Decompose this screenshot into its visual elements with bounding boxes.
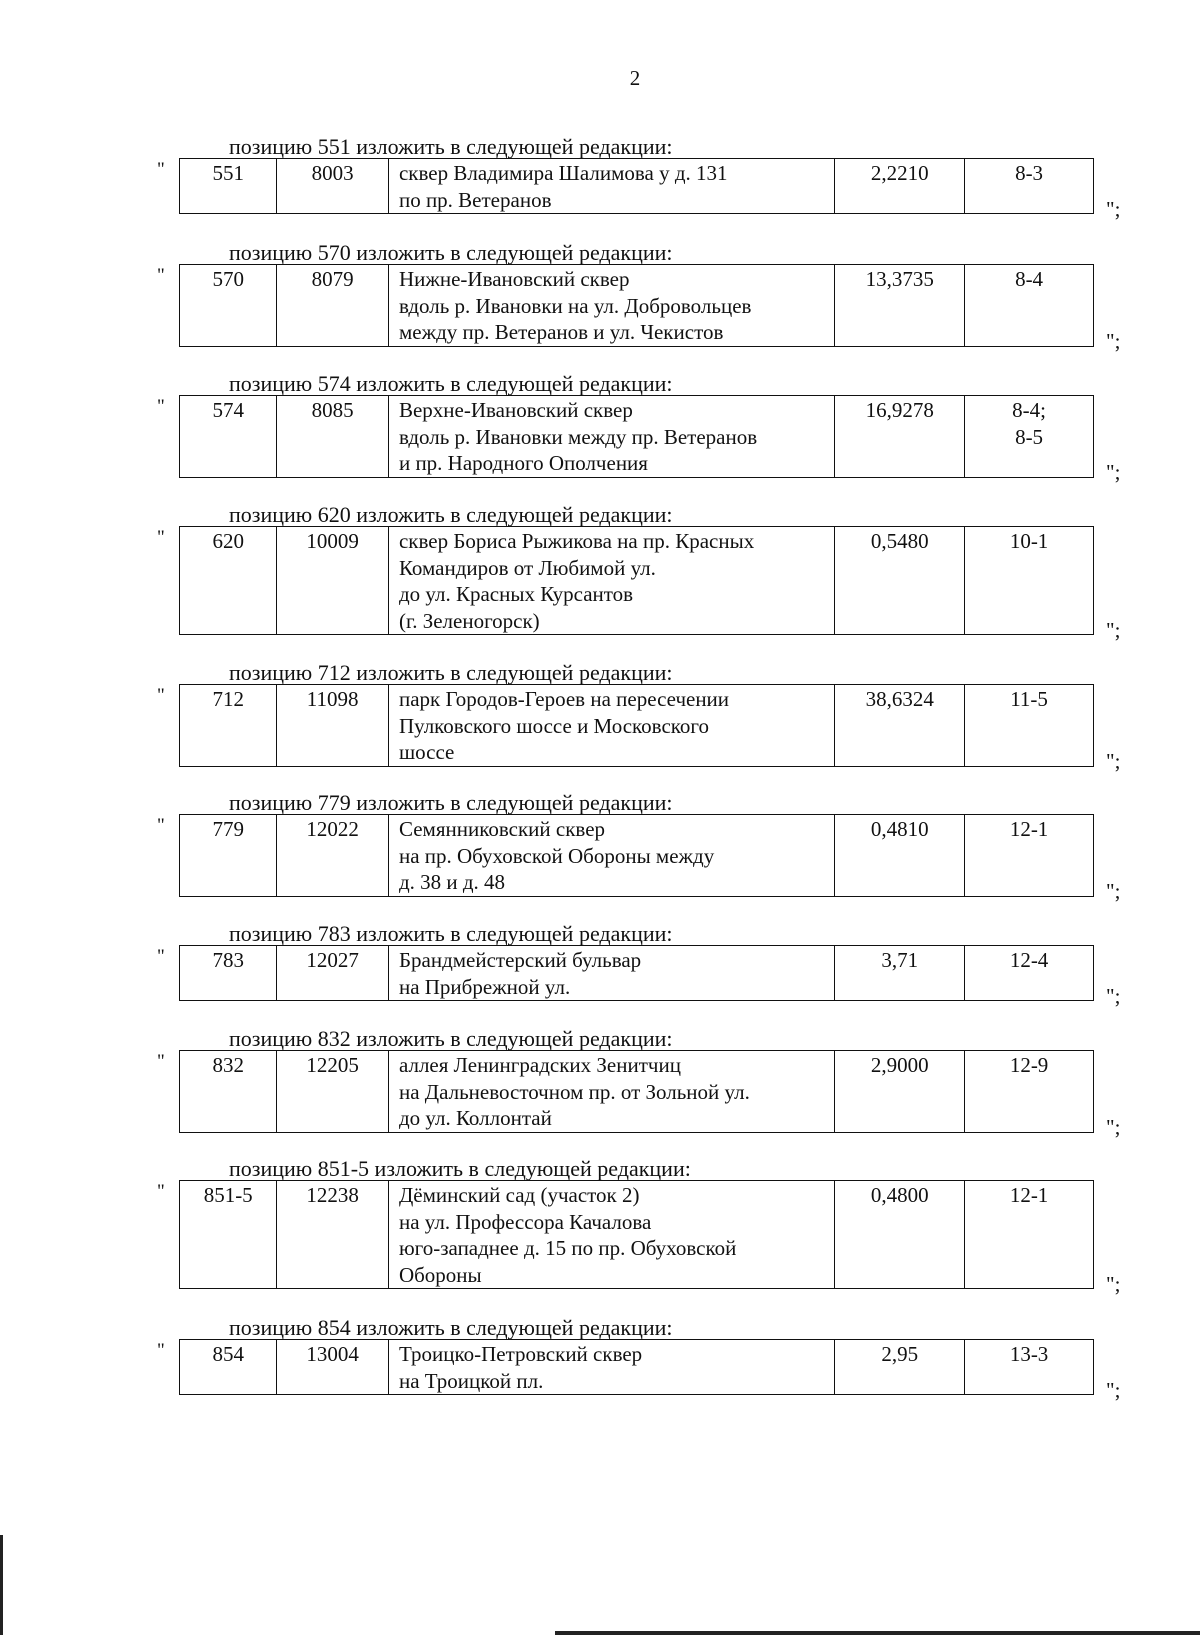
- amendment-intro: позицию 851-5 изложить в следующей редакции:: [229, 1156, 691, 1181]
- description-cell: [388, 1051, 834, 1133]
- position-number-cell: 712: [180, 685, 277, 767]
- map-sheet-value: 13-3: [1009, 1342, 1049, 1366]
- area-cell: 13,3735: [835, 265, 965, 347]
- map-sheet-value: 8-5: [1015, 424, 1044, 449]
- table-row: [180, 159, 1094, 214]
- position-table: [179, 1339, 1094, 1395]
- map-sheet-cell: [965, 159, 1094, 214]
- table-row: [180, 946, 1094, 1001]
- map-sheet-value: 12-4: [1009, 948, 1049, 972]
- position-number-cell: 783: [180, 946, 277, 1001]
- description-cell: [388, 1340, 834, 1395]
- area-cell: 0,5480: [835, 527, 965, 635]
- description-line: (г. Зеленогорск): [398, 608, 540, 633]
- description-cell: [388, 685, 834, 767]
- description-line: на Дальневосточном пр. от Зольной ул.: [398, 1079, 750, 1104]
- description-line: д. 38 и д. 48: [398, 870, 506, 894]
- description-line: по пр. Ветеранов: [398, 187, 552, 212]
- opening-quote: ": [157, 159, 165, 180]
- opening-quote: ": [157, 815, 165, 836]
- object-code-cell: 13004: [277, 1340, 389, 1395]
- object-code-cell: 8085: [277, 396, 389, 478]
- closing-quote: ";: [1106, 329, 1121, 353]
- position-table: [179, 158, 1094, 214]
- table-row: [180, 265, 1094, 347]
- opening-quote: ": [157, 265, 165, 286]
- description-line: до ул. Красных Курсантов: [398, 582, 634, 606]
- area-cell: 2,95: [835, 1340, 965, 1395]
- description-line: на Прибрежной ул.: [398, 974, 571, 999]
- amendment-intro: позицию 574 изложить в следующей редакции:: [229, 371, 673, 396]
- opening-quote: ": [157, 685, 165, 706]
- opening-quote: ": [157, 1181, 165, 1202]
- object-code-cell: 8003: [277, 159, 389, 214]
- description-cell: [388, 1181, 834, 1289]
- table-row: [180, 1181, 1094, 1289]
- opening-quote: ": [157, 396, 165, 417]
- description-line: сквер Владимира Шалимова у д. 131: [398, 161, 728, 185]
- description-cell: [388, 946, 834, 1001]
- position-table: [179, 1180, 1094, 1289]
- amendment-intro: позицию 832 изложить в следующей редакции:: [229, 1026, 673, 1051]
- page-number: 2: [629, 66, 641, 90]
- amendment-intro: позицию 854 изложить в следующей редакции:: [229, 1315, 673, 1340]
- position-number-cell: 570: [180, 265, 277, 347]
- scan-bottom-mark: [555, 1631, 1200, 1635]
- description-line: сквер Бориса Рыжикова на пр. Красных: [398, 529, 755, 553]
- map-sheet-value: 11-5: [1010, 687, 1048, 711]
- object-code-cell: 12205: [277, 1051, 389, 1133]
- area-cell: 38,6324: [835, 685, 965, 767]
- description-cell: [388, 815, 834, 897]
- table-row: [180, 685, 1094, 767]
- description-line: Обороны: [398, 1262, 482, 1287]
- description-line: Дёминский сад (участок 2): [398, 1183, 640, 1207]
- map-sheet-cell: [965, 527, 1094, 635]
- description-line: Нижне-Ивановский сквер: [398, 267, 630, 291]
- scan-edge-mark: [0, 1535, 3, 1635]
- description-line: Брандмейстерский бульвар: [398, 948, 642, 972]
- map-sheet-value: 12-1: [1009, 817, 1049, 841]
- closing-quote: ";: [1106, 983, 1121, 1008]
- position-table: [179, 526, 1094, 635]
- description-line: Троицко-Петровский сквер: [398, 1342, 643, 1366]
- map-sheet-value: 8-3: [1015, 161, 1044, 185]
- map-sheet-cell: [965, 685, 1094, 767]
- closing-quote: ";: [1106, 196, 1121, 221]
- position-number-cell: 574: [180, 396, 277, 478]
- map-sheet-cell: [965, 265, 1094, 347]
- description-line: на Троицкой пл.: [398, 1368, 544, 1393]
- position-number-cell: 779: [180, 815, 277, 897]
- description-line: юго-западнее д. 15 по пр. Обуховской: [398, 1236, 737, 1260]
- position-table: [179, 945, 1094, 1001]
- opening-quote: ": [157, 527, 165, 548]
- description-line: шоссе: [398, 740, 455, 764]
- position-number-cell: 832: [180, 1051, 277, 1133]
- description-cell: [388, 527, 834, 635]
- position-number-cell: 854: [180, 1340, 277, 1395]
- object-code-cell: 8079: [277, 265, 389, 347]
- position-table: [179, 264, 1094, 347]
- object-code-cell: 12027: [277, 946, 389, 1001]
- description-cell: [388, 265, 834, 347]
- amendment-intro: позицию 570 изложить в следующей редакции:: [229, 240, 673, 265]
- map-sheet-cell: [965, 396, 1094, 478]
- map-sheet-value: 12-1: [1009, 1183, 1049, 1207]
- description-line: Семянниковский сквер: [398, 817, 606, 841]
- description-line: до ул. Коллонтай: [398, 1106, 552, 1130]
- description-line: вдоль р. Ивановки на ул. Добровольцев: [398, 293, 752, 318]
- map-sheet-cell: [965, 1051, 1094, 1133]
- description-line: Верхне-Ивановский сквер: [398, 398, 633, 422]
- position-number-cell: 620: [180, 527, 277, 635]
- opening-quote: ": [157, 1340, 165, 1361]
- closing-quote: ";: [1106, 1271, 1121, 1296]
- description-line: аллея Ленинградских Зенитчиц: [398, 1053, 681, 1077]
- position-table: [179, 814, 1094, 897]
- position-table: [179, 684, 1094, 767]
- description-line: Пулковского шоссе и Московского: [398, 713, 710, 738]
- description-line: и пр. Народного Ополчения: [398, 451, 648, 475]
- amendment-intro: позицию 551 изложить в следующей редакции:: [229, 134, 673, 159]
- amendment-intro: позицию 783 изложить в следующей редакции:: [229, 921, 673, 946]
- map-sheet-cell: [965, 815, 1094, 897]
- amendment-intro: позицию 779 изложить в следующей редакции:: [229, 790, 673, 815]
- table-row: [180, 527, 1094, 635]
- description-line: Командиров от Любимой ул.: [398, 555, 656, 580]
- area-cell: 2,9000: [835, 1051, 965, 1133]
- closing-quote: ";: [1106, 1377, 1121, 1402]
- map-sheet-value: 8-4: [1015, 267, 1044, 291]
- area-cell: 16,9278: [835, 396, 965, 478]
- description-line: на пр. Обуховской Обороны между: [398, 843, 715, 868]
- closing-quote: ";: [1106, 460, 1121, 484]
- table-row: [180, 815, 1094, 897]
- opening-quote: ": [157, 1051, 165, 1072]
- area-cell: 2,2210: [835, 159, 965, 214]
- description-line: на ул. Профессора Качалова: [398, 1209, 652, 1234]
- object-code-cell: 12022: [277, 815, 389, 897]
- table-row: [180, 1051, 1094, 1133]
- closing-quote: ";: [1106, 1115, 1121, 1139]
- position-number-cell: 551: [180, 159, 277, 214]
- opening-quote: ": [157, 946, 165, 967]
- description-line: парк Городов-Героев на пересечении: [398, 687, 730, 711]
- area-cell: 0,4800: [835, 1181, 965, 1289]
- description-line: между пр. Ветеранов и ул. Чекистов: [398, 320, 724, 344]
- position-table: [179, 395, 1094, 478]
- amendment-intro: позицию 712 изложить в следующей редакции:: [229, 660, 673, 685]
- map-sheet-value: 12-9: [1009, 1053, 1049, 1077]
- amendment-intro: позицию 620 изложить в следующей редакции:: [229, 502, 673, 527]
- object-code-cell: 11098: [277, 685, 389, 767]
- map-sheet-value: 10-1: [1009, 529, 1049, 553]
- closing-quote: ";: [1106, 879, 1121, 903]
- position-number-cell: 851-5: [180, 1181, 277, 1289]
- description-line: вдоль р. Ивановки между пр. Ветеранов: [398, 424, 758, 449]
- area-cell: 0,4810: [835, 815, 965, 897]
- closing-quote: ";: [1106, 617, 1121, 642]
- map-sheet-cell: [965, 946, 1094, 1001]
- object-code-cell: 12238: [277, 1181, 389, 1289]
- map-sheet-cell: [965, 1340, 1094, 1395]
- position-table: [179, 1050, 1094, 1133]
- description-cell: [388, 159, 834, 214]
- table-row: [180, 1340, 1094, 1395]
- area-cell: 3,71: [835, 946, 965, 1001]
- description-cell: [388, 396, 834, 478]
- table-row: [180, 396, 1094, 478]
- map-sheet-cell: [965, 1181, 1094, 1289]
- closing-quote: ";: [1106, 749, 1121, 773]
- map-sheet-value: 8-4;: [1012, 398, 1046, 422]
- object-code-cell: 10009: [277, 527, 389, 635]
